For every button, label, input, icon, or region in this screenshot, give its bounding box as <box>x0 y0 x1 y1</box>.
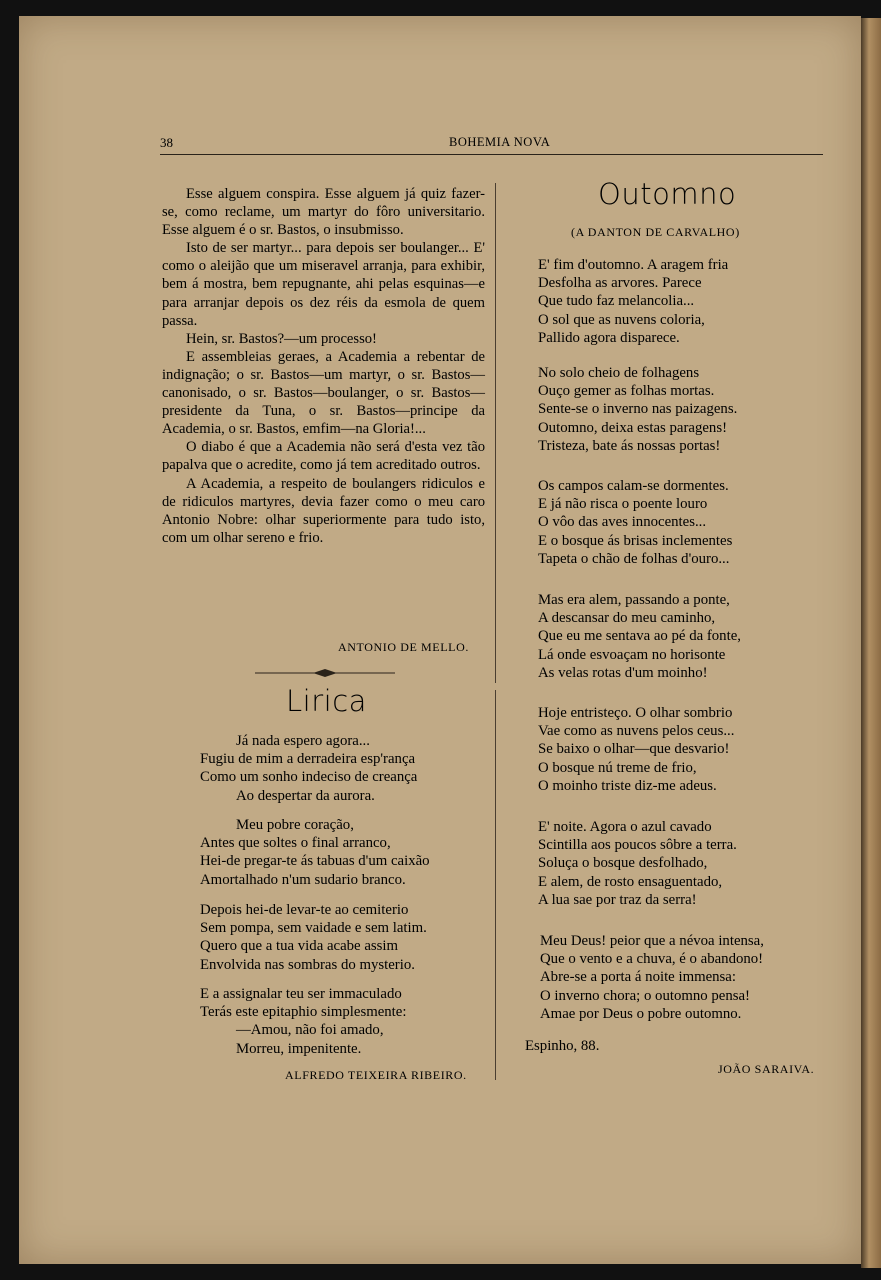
poem-line: E a assignalar teu ser immaculado <box>200 986 402 1002</box>
poem-line: As velas rotas d'um moinho! <box>538 664 708 681</box>
poem-line: O inverno chora; o outomno pensa! <box>540 987 750 1004</box>
poem-line: O sol que as nuvens coloria, <box>538 311 705 328</box>
poem-place-date: Espinho, 88. <box>525 1038 600 1054</box>
poem-line: E alem, de rosto ensaguentado, <box>538 873 723 890</box>
poem-line: Ao despertar da aurora. <box>236 787 375 804</box>
poem-line: Que tudo faz melancolia... <box>538 293 695 310</box>
poem-line: Depois hei-de levar-te ao cemiterio <box>200 902 409 918</box>
poem-stanza <box>200 732 417 805</box>
poem-stanza <box>538 477 732 568</box>
poem-line: Como um sonho indeciso de creança <box>200 769 418 786</box>
prose-paragraph: A Academia, a respeito de boulangers ridiculos e de ridiculos martyres, devia fazer como o meu caro Antonio Nobre: olhar superiormente para tudo isto, com um olhar sereno e frio. <box>162 475 485 546</box>
next-page-edge <box>861 18 881 1268</box>
poem-line: Scintilla aos poucos sôbre a terra. <box>538 837 737 854</box>
poem-line: O moinho triste diz-me adeus. <box>538 777 717 794</box>
poem-line: Vae como as nuvens pelos ceus... <box>538 723 735 740</box>
poem-stanza <box>538 364 737 455</box>
poem-line: —Amou, não foi amado, <box>236 1022 384 1039</box>
poem-line: O bosque nú treme de frio, <box>538 759 697 776</box>
poem-line: E o bosque ás brisas inclementes <box>538 532 733 549</box>
poem-line: Hoje entristeço. O olhar sombrio <box>538 705 733 721</box>
column-divider <box>495 690 496 1080</box>
poem-line: Se baixo o olhar—que desvario! <box>538 741 730 758</box>
prose-paragraph: Hein, sr. Bastos?—um processo! <box>186 330 377 347</box>
poem-line: E' fim d'outomno. A aragem fria <box>538 257 729 273</box>
poem-line: Antes que soltes o final arranco, <box>200 835 391 852</box>
poem-line: Envolvida nas sombras do mysterio. <box>200 956 415 973</box>
divider-ornament <box>255 668 395 678</box>
prose-signature: ANTONIO DE MELLO. <box>338 640 469 654</box>
poem-line: Lá onde esvoaçam no horisonte <box>538 646 726 663</box>
poem-line: E já não risca o poente louro <box>538 496 708 513</box>
poem-line: Hei-de pregar-te ás tabuas d'um caixão <box>200 853 430 870</box>
poem-stanza <box>538 704 734 795</box>
poem-line: A lua sae por traz da serra! <box>538 891 697 908</box>
poem-line: Meu Deus! peior que a névoa intensa, <box>540 933 764 949</box>
poem-line: Que o vento e a chuva, é o abandono! <box>540 951 764 968</box>
lirica-signature: ALFREDO TEIXEIRA RIBEIRO. <box>285 1068 467 1082</box>
poem-line: Morreu, impenitente. <box>236 1040 362 1057</box>
poem-line: O vôo das aves innocentes... <box>538 514 707 531</box>
poem-line: Meu pobre coração, <box>236 817 354 833</box>
poem-line: Terás este epitaphio simplesmente: <box>200 1004 407 1021</box>
poem-line: Tapeta o chão de folhas d'ouro... <box>538 550 730 567</box>
header-rule <box>160 154 823 155</box>
poem-line: Já nada espero agora... <box>236 733 370 749</box>
poem-stanza <box>540 932 764 1023</box>
poem-stanza <box>200 985 406 1058</box>
prose-paragraph: O diabo é que a Academia não será d'esta vez tão papalva que o acredite, como já tem acreditado outros. <box>162 439 485 474</box>
poem-title-outomno: Outomno <box>598 177 737 211</box>
poem-line: Abre-se a porta á noite immensa: <box>540 969 736 986</box>
poem-line: Que eu me sentava ao pé da fonte, <box>538 628 741 645</box>
page-number: 38 <box>160 135 173 150</box>
poem-dedication: (A DANTON DE CARVALHO) <box>571 225 740 239</box>
poem-line: Ouço gemer as folhas mortas. <box>538 383 715 400</box>
prose-paragraph: Isto de ser martyr... para depois ser boulanger... E' como o aleijão que um miseravel arranja, para exhibir, bem á mostra, bem repugnante, ahi pelas esquinas—e para arranjar depois os dez réis da esmola de quem passa. <box>162 240 485 329</box>
poem-title-lirica: Lirica <box>286 684 367 718</box>
prose-paragraph: Esse alguem conspira. Esse alguem já quiz fazer-se, como reclame, um martyr do fôro universitario. Esse alguem é o sr. Bastos, o insubmisso. <box>162 186 485 239</box>
poem-line: No solo cheio de folhagens <box>538 365 700 381</box>
poem-line: Desfolha as arvores. Parece <box>538 275 702 292</box>
poem-line: Amae por Deus o pobre outomno. <box>540 1005 742 1022</box>
poem-line: Fugiu de mim a derradeira esp'rança <box>200 751 416 768</box>
poem-stanza <box>538 256 728 347</box>
poem-line: A descansar do meu caminho, <box>538 610 716 627</box>
poem-line: Quero que a tua vida acabe assim <box>200 938 399 955</box>
poem-line: Soluça o bosque desfolhado, <box>538 855 708 872</box>
running-title: BOHEMIA NOVA <box>449 135 551 149</box>
poem-stanza <box>200 901 427 974</box>
prose-paragraph: E assembleias geraes, a Academia a rebentar de indignação; o sr. Bastos—um martyr, o sr. Bastos—canonisado, o sr. Bastos—boulanger, o sr. Bastos—presidente da Tuna, o sr. Bastos—principe da Academia, o sr. Bastos, emfim—na Gloria!... <box>162 348 485 438</box>
outomno-signature: JOÃO SARAIVA. <box>718 1062 815 1076</box>
poem-line: Mas era alem, passando a ponte, <box>538 592 730 608</box>
poem-stanza <box>538 818 737 909</box>
poem-line: E' noite. Agora o azul cavado <box>538 819 712 835</box>
poem-line: Sente-se o inverno nas paizagens. <box>538 401 738 418</box>
prose-article <box>162 185 485 547</box>
poem-stanza <box>200 816 430 889</box>
poem-line: Os campos calam-se dormentes. <box>538 478 729 494</box>
column-divider <box>495 183 496 683</box>
poem-stanza <box>538 591 741 682</box>
poem-line: Tristeza, bate ás nossas portas! <box>538 437 721 454</box>
poem-line: Sem pompa, sem vaidade e sem latim. <box>200 920 427 937</box>
poem-line: Pallido agora disparece. <box>538 329 680 346</box>
poem-line: Amortalhado n'um sudario branco. <box>200 871 406 888</box>
poem-line: Outomno, deixa estas paragens! <box>538 419 728 436</box>
